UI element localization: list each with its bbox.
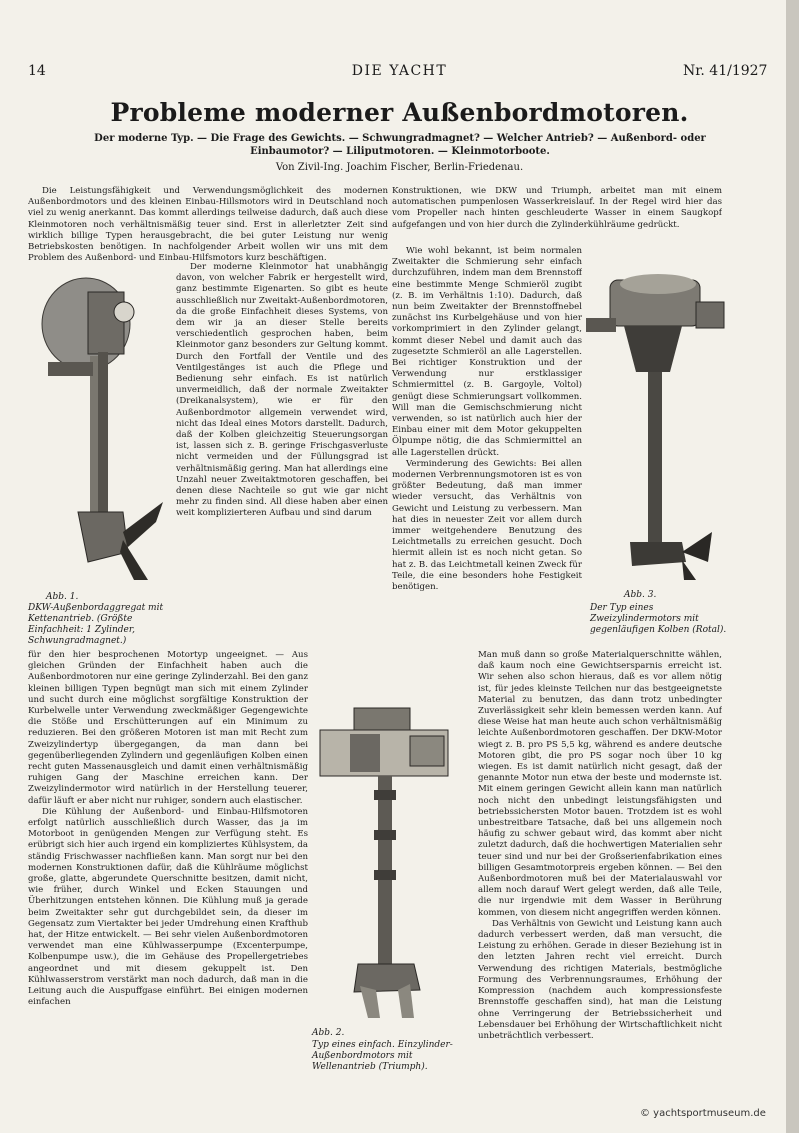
byline: Von Zivil-Ing. Joachim Fischer, Berlin-Friedenau. xyxy=(275,162,524,173)
paragraph: für den hier besprochenen Motortyp ungeeignet. — Aus gleichen Gründen der Einfachheit haben auch die Außenbordmotoren nur eine geringe Zylinderzahl. Bei den ganz kleinen billigen Typen begnügt man sich mit einem Zylinder und sucht durch eine möglichst sorgfältige Konstruktion der Kurbelwelle unter Verwendung zweckmäßiger Gegengewichte die Stöße und Erschütterungen auf ein Minimum zu reduzieren. Bei den größeren Motoren ist man mit Recht zum Zweizylindertyp übergegangen, da man dann bei gegenüberliegenden Zylindern und gegenläufigen Kolben einen recht guten Massenausgleich und damit einen verhältnismäßig ruhigen Gang der Maschine erreichen kann. Der Zweizylindermotor wird natürlich in der Herstellung teuerer, dafür läuft er aber nicht nur ruhiger, sondern auch elastischer. xyxy=(28,650,308,806)
column-3-text xyxy=(392,246,582,646)
figure-2-caption: Typ eines einfach. Einzylinder-Außenbordmotors mit Wellenantrieb (Triumph). xyxy=(312,1040,453,1072)
article-subtitle: Der moderne Typ. — Die Frage des Gewichts. — Schwungradmagnet? — Welcher Antrieb? — Außenbord- oder Einbaumotor? — Liliputmotoren. — Kleinmotorboote. xyxy=(94,133,706,157)
figure-1-image xyxy=(28,262,168,590)
page-edge xyxy=(786,0,799,1133)
figure-2-label: Abb. 2. xyxy=(312,1028,345,1038)
figure-3-image xyxy=(586,262,726,582)
article-title: Probleme moderner Außenbordmotoren. xyxy=(110,98,689,127)
paragraph: Wie wohl bekannt, ist beim normalen Zweitakter die Schmierung sehr einfach durchzuführen, indem man dem Brennstoff eine bestimmte Menge Schmieröl zugibt (z. B. im Verhältnis 1:10). Dadurch, daß nun beim Zweitakter der Brennstoffnebel zunächst ins Kurbelgehäuse und von hier vorkomprimiert in den Zylinder gelangt, kommt dieser Nebel und damit auch das zugesetzte Schmieröl an alle Lagerstellen. Bei richtiger Konstruktion und der Verwendung nur erstklassiger Schmiermittel (z. B. Gargoyle, Voltol) genügt diese Schmierungsart vollkommen. Will man die Gemischschmierung nicht verwenden, so ist natürlich auch hier der Einbau einer mit dem Motor gekuppelten Ölpumpe nötig, die das Schmiermittel an alle Lagerstellen drückt. xyxy=(392,246,582,458)
lower-right-column xyxy=(478,650,722,1054)
paragraph: Verminderung des Gewichts: Bei allen modernen Verbrennungsmotoren ist es von größter Bedeutung, daß man immer wieder versucht, das Verhältnis von Gewicht und Leistung zu verbessern. Man hat dies in neuester Zeit vor allem durch immer weitgehendere Benutzung des Leichtmetalls zu erreichen gesucht. Doch hiermit allein ist es noch nicht getan. So hat z. B. das Leichtmetall keinen Zweck für Teile, die eine besonders hohe Festigkeit benötigen. xyxy=(392,458,582,593)
figure-1-caption: DKW-Außenbordaggregat mit Kettenantrieb. (Größte Einfachheit: 1 Zylinder, Schwungradmagnet.) xyxy=(28,603,164,646)
watermark: © yachtsportmuseum.de xyxy=(640,1108,766,1119)
column-1-intro xyxy=(28,186,388,262)
figure-3-caption: Der Typ eines Zweizylindermotors mit gegenläufigen Kolben (Rotal). xyxy=(590,603,727,635)
figure-2-image xyxy=(310,700,468,1020)
lower-left-column xyxy=(28,650,308,1054)
outboard-motor-rotal-illustration xyxy=(586,262,726,582)
paragraph: Konstruktionen, wie DKW und Triumph, arbeitet man mit einem automatischen pumpenlosen Wasserkreislauf. In der Regel wird hier das vom Propeller nach hinten geschleuderte Wasser in einem Saugkopf aufgefangen und von hier durch die Zylinderkühlräume gedrückt. xyxy=(392,186,722,230)
magazine-title: DIE YACHT xyxy=(351,63,448,79)
figure-3-label: Abb. 3. xyxy=(624,590,657,600)
issue-number: Nr. 41/1927 xyxy=(683,63,768,79)
paragraph: Das Verhältnis von Gewicht und Leistung kann auch dadurch verbessert werden, daß man versucht, die Leistung zu erhöhen. Gerade in dieser Beziehung ist in den letzten Jahren recht viel erreicht. Durch Verwendung des richtigen Materials, bestmögliche Formung des Verbrennungsraumes, Erhöhung der Kompression (nachdem auch kompressionsfeste Brennstoffe geschaffen sind), hat man die Leistung ohne Verringerung der Betriebssicherheit und Lebensdauer bei Erhöhung der Wirtschaftlichkeit nicht unbeträchtlich verbessert. xyxy=(478,918,722,1041)
outboard-motor-dkw-illustration xyxy=(28,262,168,590)
paragraph: Die Kühlung der Außenbord- und Einbau-Hilfsmotoren erfolgt natürlich ausschließlich durch Wasser, das ja im Motorboot in genügenden Mengen zur Verfügung steht. Es erübrigt sich hier auch irgend ein kompliziertes Kühlsystem, da ständig Frischwasser nachfließen kann. Man sorgt nur bei den modernen Konstruktionen dafür, daß die Kühlräume möglichst große, glatte, abgerundete Querschnitte besitzen, damit nicht, wie früher, durch Winkel und Ecken Stauungen und Überhitzungen entstehen können. Die Kühlung muß ja gerade beim Zweitakter sehr gut durchgebildet sein, da dieser im Gegensatz zum Viertakter bei jeder Umdrehung einen Krafthub hat, der Hitze entwickelt. — Bei sehr vielen Außenbordmotoren verwendet man eine Kühlwasserpumpe (Excenterpumpe, Kolbenpumpe usw.), die im Gehäuse des Propellergetriebes angeordnet und mit diesem gekuppelt ist. Den Kühlwasserstrom verstärkt man noch dadurch, daß man in die Leitung auch die Auspuffgase einführt. Bei einigen modernen einfachen xyxy=(28,806,308,1008)
page-number: 14 xyxy=(28,63,46,79)
paragraph: Der moderne Kleinmotor hat unabhängig davon, von welcher Fabrik er hergestellt wird, ganz bestimmte Eigenarten. So gibt es heute ausschließlich nur Zweitakt-Außenbordmotoren, da die große Einfachheit dieses Systems, von dem wir ja an dieser Stelle bereits verschiedentlich gesprochen haben, beim Kleinmotor ganz besonders zur Geltung kommt. Durch den Fortfall der Ventile und des Ventilgestänges ist auch die Pflege und Bedienung sehr einfach. Es ist natürlich unvermeidlich, daß der normale Zweitakter (Dreikanalsystem), wie er für den Außenbordmotor allgemein verwendet wird, nicht das Ideal eines Motors darstellt. Dadurch, daß der Kolben gleichzeitig Steuerungsorgan ist, lassen sich z. B. geringe Frischgasverluste nicht vermeiden und der Füllungsgrad ist verhältnismäßig gering. Man hat allerdings eine Unzahl neuer Zweitaktmotoren geschaffen, bei denen diese Nachteile so gut wie gar nicht mehr zu finden sind. All diese haben aber einen weit komplizierteren Aufbau und sind darum xyxy=(176,262,388,519)
outboard-motor-triumph-illustration xyxy=(310,700,468,1020)
column-2-text xyxy=(176,262,388,646)
paragraph: Man muß dann so große Materialquerschnitte wählen, daß kaum noch eine Gewichtsersparnis erreicht ist. Wir sehen also schon hieraus, daß es vor allem nötig ist, für jedes kleinste Teilchen nur das bestgeeignetste Material zu benutzen, das dann trotz unbedingter Zuverlässigkeit sehr klein bemessen werden kann. Auf diese Weise hat man heute auch schon verhältnismäßig leichte Außenbordmotoren geschaffen. Der DKW-Motor wiegt z. B. pro PS 5,5 kg, während es andere deutsche Motoren gibt, die pro PS sogar noch über 10 kg wiegen. Es ist damit natürlich nicht gesagt, daß der genannte Motor nun etwa der beste und modernste ist. Mit einem geringen Gewicht allein kann man natürlich noch nicht den unbedingt leistungsfähigsten und betriebssichersten Motor bauen. Trotzdem ist es wohl unbestreitbare Tatsache, daß bei uns allgemein noch häufig zu schwer gebaut wird, das kommt aber nicht zuletzt dadurch, daß die hochwertigen Materialien sehr teuer sind und nur bei der Großserienfabrikation eines billigen Gesamtmotorpreis ergeben können. — Bei den Außenbordmotoren muß bei der Materialauswahl vor allem noch darauf Wert gelegt werden, daß alle Teile, die nur irgendwie mit dem Wasser in Berührung kommen, von diesem nicht angegriffen werden können. xyxy=(478,650,722,918)
figure-1-label: Abb. 1. xyxy=(46,592,79,602)
paragraph: Die Leistungsfähigkeit und Verwendungsmöglichkeit des modernen Außenbordmotors und des kleinen Einbau-Hillsmotors wird in Deutschland noch viel zu wenig anerkannt. Das kommt allerdings teilweise dadurch, daß auch diese Kleinmotoren noch verhältnismäßig teuer sind. Erst in allerletzter Zeit sind wirklich billige Typen herausgebracht, die bei guter Leistung nur wenig Betriebskosten benötigen. In nachfolgender Arbeit wollen wir uns mit dem Problem des Außenbord- und Einbau-Hilfsmotors kurz beschäftigen. xyxy=(28,186,388,262)
column-3-intro xyxy=(392,186,722,246)
